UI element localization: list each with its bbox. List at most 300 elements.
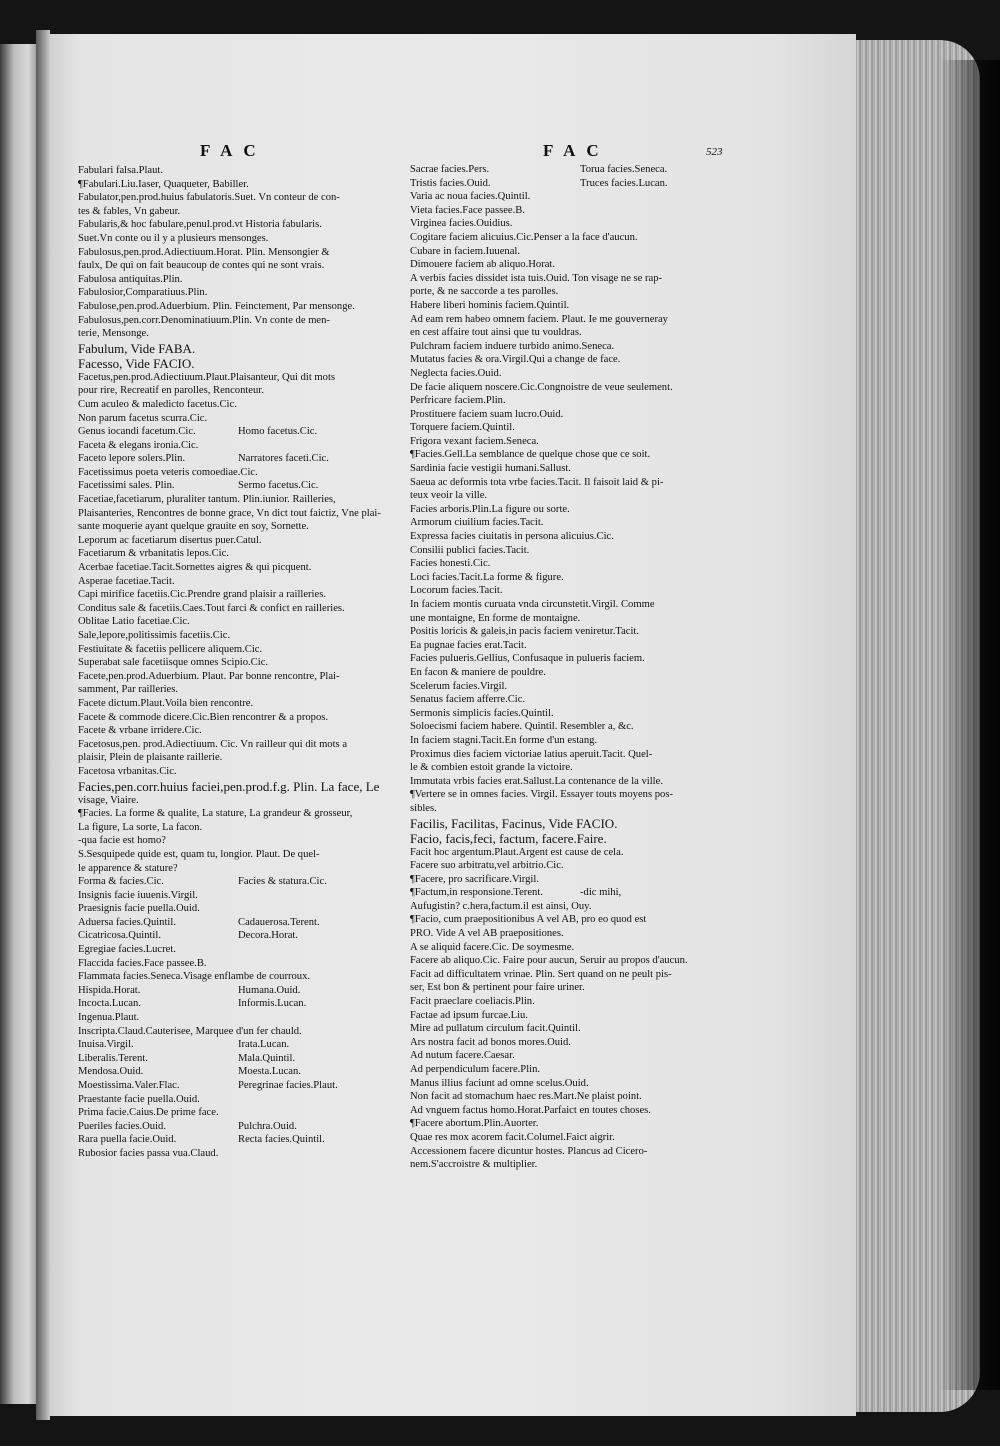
entry-text: Inuisa.Virgil. [78,1039,134,1051]
entry-line [410,489,728,503]
entry-text: Praestante facie puella.Ouid. [78,1093,200,1105]
entry-text: Aduersa facies.Quintil. [78,916,176,928]
entry-line [410,448,728,462]
entry-line [78,602,423,616]
entry-line [78,439,423,453]
entry-line [78,1079,423,1093]
entry-text: Neglecta facies.Ouid. [410,367,502,379]
entry-text: Sale,lepore,politissimis facetiis.Cic. [78,630,231,641]
entry-line [410,639,728,653]
entry-text: Facetissimi sales. Plin. [78,480,175,492]
entry-line [410,258,728,272]
entry-second-text: Facies & statura.Cic. [238,876,327,888]
entry-text: Facilis, Facilitas, Facinus, Vide FACIO. [410,815,618,831]
entry-text: A se aliquid facere.Cic. De soymesme. [410,941,575,953]
entry-line [78,957,423,971]
entry-text: In faciem montis curuata vnda circunstetit.Virgil. Comme [410,599,655,610]
entry-line [78,738,423,752]
entry-line [410,299,728,313]
entry-line [410,927,728,941]
entry-line [78,875,423,889]
entry-line [78,848,423,862]
entry-line [410,190,728,204]
entry-second-text: Informis.Lucan. [238,998,307,1010]
entry-line [410,666,728,680]
entry-line [78,943,423,957]
entry-second-text: Peregrinae facies.Plaut. [238,1080,338,1091]
entry-text: Fabulosior,Comparatiuus.Plin. [78,287,208,299]
entry-text: Facit ad difficultatem vrinae. Plin. Sert quand on ne peult pis- [410,968,672,980]
right-column [410,163,728,1172]
entry-text: Non facit ad stomachum haec res.Mart.Ne plaist point. [410,1091,642,1103]
entry-line [410,557,728,571]
entry-line [410,326,728,340]
entry-text: Sermonis simplicis facies.Quintil. [410,707,554,719]
entry-line [410,584,728,598]
entry-line [78,588,423,602]
entry-second-text: Cadauerosa.Terent. [238,916,320,928]
entry-line [78,711,423,725]
entry-line [410,1131,728,1145]
entry-line [78,1106,423,1120]
entry-text: Egregiae facies.Lucret. [78,944,176,956]
entry-line [78,259,423,273]
entry-line [78,1025,423,1039]
entry-text: Proximus dies faciem victoriae latius aperuit.Tacit. Quel- [410,748,653,760]
entry-text: Pueriles facies.Ouid. [78,1120,166,1132]
entry-text: Prostituere faciem suam lucro.Ouid. [410,408,564,420]
entry-text: En facon & maniere de pouldre. [410,666,546,678]
entry-text: De facie aliquem noscere.Cic.Congnoistre de veue seulement. [410,381,673,393]
entry-text: Factae ad ipsum furcae.Liu. [410,1009,528,1021]
entry-line [410,802,728,816]
entry-line [410,1063,728,1077]
running-header-left: FAC [200,141,267,160]
entry-line [78,929,423,943]
entry-text: ¶Facies.Gell.La semblance de quelque chose que ce soit. [410,449,651,461]
entry-line [78,398,423,412]
entry-line [410,598,728,612]
entry-line [78,466,423,480]
entry-text: Capi mirifice facetiis.Cic.Prendre grand plaisir a railleries. [78,589,326,601]
entry-line [410,693,728,707]
entry-line [78,670,423,684]
entry-line [410,272,728,286]
entry-text: Oblitae Latio facetiae.Cic. [78,616,190,628]
entry-text: Expressa facies ciuitatis in persona alicuius.Cic. [410,531,614,543]
entry-text: Plaisanteries, Rencontres de bonne grace, Vn dict tout faictiz, Vne plai- [78,507,381,519]
entry-second-text: Homo facetus.Cic. [238,426,318,438]
entry-text: Consilii publici facies.Tacit. [410,544,530,556]
entry-line [78,534,423,548]
entry-line [410,313,728,327]
entry-text: Varia ac noua facies.Quintil. [410,191,531,203]
entry-line [78,1038,423,1052]
entry-line [410,530,728,544]
entry-line [410,748,728,762]
entry-line [410,981,728,995]
entry-text: Conditus sale & facetiis.Caes.Tout farci & confict en railleries. [78,602,345,614]
entry-text: ¶Factum,in responsione.Terent. [410,887,543,899]
entry-line [410,353,728,367]
entry-line [410,381,728,395]
entry-line [78,683,423,697]
entry-text: Moestissima.Valer.Flac. [78,1080,180,1091]
entry-text: Cum aculeo & maledicto facetus.Cic. [78,398,237,410]
entry-line [78,1093,423,1107]
entry-text: Aufugistin? c.hera,factum.il est ainsi, Ouy. [410,900,592,912]
entry-line [78,286,423,300]
entry-text: Facesso, Vide FACIO. [78,355,195,371]
entry-text: Facere ab aliquo.Cic. Faire pour aucun, Seruir au propos d'aucun. [410,955,688,967]
entry-text: Fabulosus,pen.prod.Adiectiuum.Horat. Plin. Mensongier & [78,246,330,258]
entry-line [410,886,728,900]
entry-line [410,625,728,639]
entry-text: Genus iocandi facetum.Cic. [78,426,196,438]
entry-line [410,476,728,490]
entry-line [410,367,728,381]
entry-text: Ea pugnae facies erat.Tacit. [410,639,527,651]
entry-second-text: Humana.Ouid. [238,984,301,996]
entry-text: Insignis facie iuuenis.Virgil. [78,889,198,901]
entry-line [78,479,423,493]
entry-second-text: Decora.Horat. [238,930,298,942]
entry-line [410,204,728,218]
entry-line [410,340,728,354]
entry-text: Acerbae facetiae.Tacit.Sornettes aigres & qui picquent. [78,562,312,574]
entry-text: Facetus,pen.prod.Adiectiuum.Plaut.Plaisanteur, Qui dit mots [78,371,336,383]
entry-line [410,846,728,860]
entry-line [78,327,423,341]
entry-text: Scelerum facies.Virgil. [410,680,508,692]
entry-text: Facit hoc argentum.Plaut.Argent est cause de cela. [410,846,624,858]
entry-text: Inscripta.Claud.Cauterisee, Marquee d'un fer chauld. [78,1025,302,1037]
entry-text: PRO. Vide A vel AB praepositiones. [410,928,564,940]
entry-line [78,412,423,426]
entry-text: Facete,pen.prod.Aduerbium. Plaut. Par bonne rencontre, Plai- [78,670,340,682]
entry-line [410,913,728,927]
entry-text: -qua facie est homo? [78,835,166,847]
entry-text: Flaccida facies.Face passee.B. [78,957,207,969]
entry-line [410,503,728,517]
entry-text: Ars nostra facit ad bonos mores.Ouid. [410,1036,571,1048]
entry-line [410,421,728,435]
entry-line [410,954,728,968]
entry-text: Praesignis facie puella.Ouid. [78,903,200,915]
entry-line [78,984,423,998]
entry-text: faulx, De qui on fait beaucoup de contes qui ne sont vrais. [78,260,325,272]
entry-line [78,191,423,205]
entry-text: Facies arboris.Plin.La figure ou sorte. [410,503,570,515]
entry-second-text: Torua facies.Seneca. [580,164,668,175]
entry-line [78,862,423,876]
entry-line [410,775,728,789]
entry-line [78,615,423,629]
entry-text: ¶Facies. La forme & qualite, La stature, La grandeur & grosseur, [78,808,353,820]
entry-text: Rara puella facie.Ouid. [78,1134,177,1146]
entry-line [410,873,728,887]
entry-line [410,462,728,476]
entry-line [410,734,728,748]
entry-line [410,720,728,734]
entry-text: Fabulosus,pen.corr.Denominatiuum.Plin. Vn conte de men- [78,314,330,326]
left-page-sliver [0,44,40,1404]
entry-line [78,164,423,178]
entry-line [78,1133,423,1147]
entry-line [78,356,423,371]
entry-line [78,656,423,670]
entry-second-text: -dic mihi, [580,887,622,899]
entry-line [410,612,728,626]
entry-line [78,1147,423,1161]
entry-text: porte, & ne saccorde a tes parolles. [410,286,559,298]
entry-line [410,1158,728,1172]
entry-text: Ad nutum facere.Caesar. [410,1050,515,1062]
entry-line [78,902,423,916]
entry-second-text: Irata.Lucan. [238,1039,290,1051]
entry-text: Facetosa vrbanitas.Cic. [78,765,177,777]
entry-text: Fabulator,pen.prod.huius fabulatoris.Suet. Vn conteur de con- [78,192,340,204]
entry-line [410,1049,728,1063]
entry-second-text: Sermo facetus.Cic. [238,480,319,492]
entry-line [78,452,423,466]
entry-line [78,341,423,356]
entry-line [78,425,423,439]
entry-line [410,859,728,873]
entry-text: Facetiarum & vrbanitatis lepos.Cic. [78,548,229,560]
entry-text: Forma & facies.Cic. [78,876,164,888]
entry-text: Fabulose,pen.prod.Aduerbium. Plin. Feinctement, Par mensonge. [78,300,355,312]
entry-line [410,652,728,666]
entry-text: Facete dictum.Plaut.Voila bien rencontre. [78,697,254,709]
entry-line [78,916,423,930]
entry-line [410,900,728,914]
entry-text: A verbis facies dissidet ista tuis.Ouid. Ton visage ne se rap- [410,272,663,284]
entry-line [410,1009,728,1023]
entry-text: Leporum ac facetiarum disertus puer.Catul. [78,534,262,546]
entry-text: Asperae facetiae.Tacit. [78,575,175,587]
entry-text: samment, Par railleries. [78,684,179,696]
left-column [78,164,423,1161]
entry-line [410,163,728,177]
entry-text: Facies pulueris.Gellius, Confusaque in pulueris faciem. [410,653,645,665]
entry-text: Fabulosa antiquitas.Plin. [78,273,183,285]
entry-text: Superabat sale facetiisque omnes Scipio.Cic. [78,657,269,669]
entry-line [410,544,728,558]
entry-text: S.Sesquipede quide est, quam tu, longior. Plaut. De quel- [78,848,320,860]
entry-line [410,1117,728,1131]
entry-line [78,751,423,765]
entry-line [410,707,728,721]
entry-text: Senatus faciem afferre.Cic. [410,694,526,706]
entry-text: ¶Fabulari.Liu.Iaser, Quaqueter, Babiller. [78,178,249,190]
entry-text: Fabulari falsa.Plaut. [78,165,164,176]
entry-line [410,1036,728,1050]
entry-text: Facetosus,pen. prod.Adiectiuum. Cic. Vn railleur qui dit mots a [78,738,348,750]
entry-text: le apparence & stature? [78,862,178,874]
entry-text: teux veoir la ville. [410,490,488,502]
entry-text: Incocta.Lucan. [78,998,141,1010]
entry-line [410,788,728,802]
entry-text: Perfricare faciem.Plin. [410,395,506,407]
entry-line [78,643,423,657]
page-number: 523 [706,146,723,158]
entry-line [410,1090,728,1104]
entry-text: Liberalis.Terent. [78,1052,148,1064]
entry-second-text: Pulchra.Ouid. [238,1120,297,1132]
entry-text: sante moquerie ayant quelque grauite en soy, Sornette. [78,521,309,533]
entry-text: Faceta & elegans ironia.Cic. [78,439,199,451]
entry-text: nem.S'accroistre & multiplier. [410,1159,538,1171]
entry-line [78,178,423,192]
entry-text: Saeua ac deformis tota vrbe facies.Tacit. Il faisoit laid & pi- [410,476,664,488]
entry-line [78,273,423,287]
entry-line [78,889,423,903]
entry-text: Accessionem facere dicuntur hostes. Plancus ad Cicero- [410,1145,648,1157]
entry-text: Ad eam rem habeo omnem faciem. Plaut. Ie me gouverneray [410,313,668,325]
entry-text: Frigora vexant faciem.Seneca. [410,435,539,447]
entry-line [410,571,728,585]
entry-line [78,205,423,219]
entry-line [78,821,423,835]
entry-text: une montaigne, En forme de montaigne. [410,612,581,624]
entry-line [410,177,728,191]
entry-text: sibles. [410,802,437,814]
entry-text: Armorum ciuilium facies.Tacit. [410,517,544,529]
entry-line [410,1022,728,1036]
entry-line [78,561,423,575]
entry-text: tes & fables, Vn gabeur. [78,205,181,217]
entry-line [410,680,728,694]
entry-line [410,761,728,775]
page-edge-shadow [940,60,1000,1390]
entry-text: Prima facie.Caius.De prime face. [78,1107,219,1119]
entry-text: en cest affaire tout ainsi que tu vouldras. [410,327,582,339]
entry-line [410,217,728,231]
entry-text: ser, Est bon & pertinent pour faire uriner. [410,982,585,994]
entry-line [78,834,423,848]
entry-line [78,1120,423,1134]
entry-text: Fabularis,& hoc fabulare,penul.prod.vt Historia fabularis. [78,219,322,231]
entry-line [78,629,423,643]
entry-line [78,1052,423,1066]
entry-text: Virginea facies.Ouidius. [410,218,513,230]
entry-text: ¶Facere abortum.Plin.Auorter. [410,1118,539,1130]
entry-text: Facies honesti.Cic. [410,558,491,570]
entry-text: Sacrae facies.Pers. [410,164,490,175]
entry-line [78,997,423,1011]
entry-text: Immutata vrbis facies erat.Sallust.La contenance de la ville. [410,775,663,787]
entry-line [78,547,423,561]
entry-text: Mutatus facies & ora.Virgil.Qui a change de face. [410,354,621,366]
entry-line [78,970,423,984]
entry-text: Ingenua.Plaut. [78,1012,140,1024]
entry-text: Habere liberi hominis faciem.Quintil. [410,299,570,311]
entry-line [78,697,423,711]
entry-line [78,765,423,779]
entry-text: Suet.Vn conte ou il y a plusieurs mensonges. [78,232,269,244]
entry-line [78,300,423,314]
entry-text: Facetiae,facetiarum, pluraliter tantum. Plin.iunior. Railleries, [78,494,336,506]
entry-line [410,408,728,422]
entry-line [78,246,423,260]
entry-text: Cubare in faciem.Iuuenal. [410,245,521,257]
entry-text: Manus illius faciunt ad omne scelus.Ouid. [410,1077,589,1089]
entry-line [410,231,728,245]
entry-line [78,384,423,398]
entry-text: Cogitare faciem alicuius.Cic.Penser a la face d'aucun. [410,231,638,243]
entry-text: Facetissimus poeta veteris comoediae.Cic. [78,466,258,478]
entry-text: Positis loricis & galeis,in pacis faciem veniretur.Tacit. [410,626,640,638]
entry-text: Facio, facis,feci, factum, facere.Faire. [410,830,607,846]
entry-text: Ad perpendiculum facere.Plin. [410,1064,541,1075]
entry-text: Non parum facetus scurra.Cic. [78,412,208,424]
entry-line [78,218,423,232]
entry-line [78,1011,423,1025]
entry-text: Facete & vrbane irridere.Cic. [78,725,202,737]
entry-text: Facete & commode dicere.Cic.Bien rencontrer & a propos. [78,711,329,723]
running-header-right: FAC [543,141,610,160]
entry-text: Sardinia facie vestigii humani.Sallust. [410,463,571,475]
entry-text: Soloecismi faciem habere. Quintil. Resembler a, &c. [410,721,634,733]
entry-line [78,794,423,808]
entry-text: Locorum facies.Tacit. [410,585,503,597]
entry-line [78,520,423,534]
entry-line [78,724,423,738]
entry-second-text: Mala.Quintil. [238,1052,296,1064]
entry-second-text: Truces facies.Lucan. [580,177,668,189]
entry-second-text: Recta facies.Quintil. [238,1134,325,1146]
entry-text: Festiuitate & facetiis pellicere aliquem.Cic. [78,643,263,655]
entry-text: Tristis facies.Ouid. [410,177,491,189]
entry-text: plaisir, Plein de plaisante raillerie. [78,752,223,764]
entry-text: Facit praeclare coeliacis.Plin. [410,996,535,1008]
entry-line [410,1077,728,1091]
entry-line [410,516,728,530]
entry-line [410,394,728,408]
entry-line [78,807,423,821]
entry-text: Quae res mox acorem facit.Columel.Faict aigrir. [410,1131,615,1143]
entry-text: Cicatricosa.Quintil. [78,930,161,942]
entry-line [410,968,728,982]
entry-text: Pulchram faciem induere turbido animo.Seneca. [410,340,615,352]
entry-line [78,1065,423,1079]
entry-text: ¶Facio, cum praepositionibus A vel AB, pro eo quod est [410,914,647,926]
entry-text: Facies,pen.corr.huius faciei,pen.prod.f.g. Plin. La face, Le [78,778,380,794]
entry-line [78,575,423,589]
gutter-shadow [36,30,50,1420]
entry-text: In faciem stagni.Tacit.En forme d'un estang. [410,734,598,746]
entry-text: Mendosa.Ouid. [78,1066,144,1078]
entry-text: Facere suo arbitratu,vel arbitrio.Cic. [410,860,564,872]
entry-text: le & combien estoit grande la victoire. [410,762,573,774]
entry-text: Mire ad pullatum circulum facit.Quintil. [410,1023,581,1035]
entry-line [78,232,423,246]
entry-text: Ad vnguem factus homo.Horat.Parfaict en toutes choses. [410,1104,651,1116]
entry-line [78,779,423,794]
entry-text: Flammata facies.Seneca.Visage enflambe de courroux. [78,971,311,983]
entry-line [410,831,728,846]
entry-line [410,1145,728,1159]
entry-second-text: Narratores faceti.Cic. [238,453,329,465]
entry-line [78,493,423,507]
entry-text: Fabulum, Vide FABA. [78,340,196,356]
entry-text: visage, Viaire. [78,794,139,806]
entry-line [410,245,728,259]
entry-line [410,816,728,831]
entry-text: ¶Facere, pro sacrificare.Virgil. [410,873,539,885]
entry-line [410,1104,728,1118]
